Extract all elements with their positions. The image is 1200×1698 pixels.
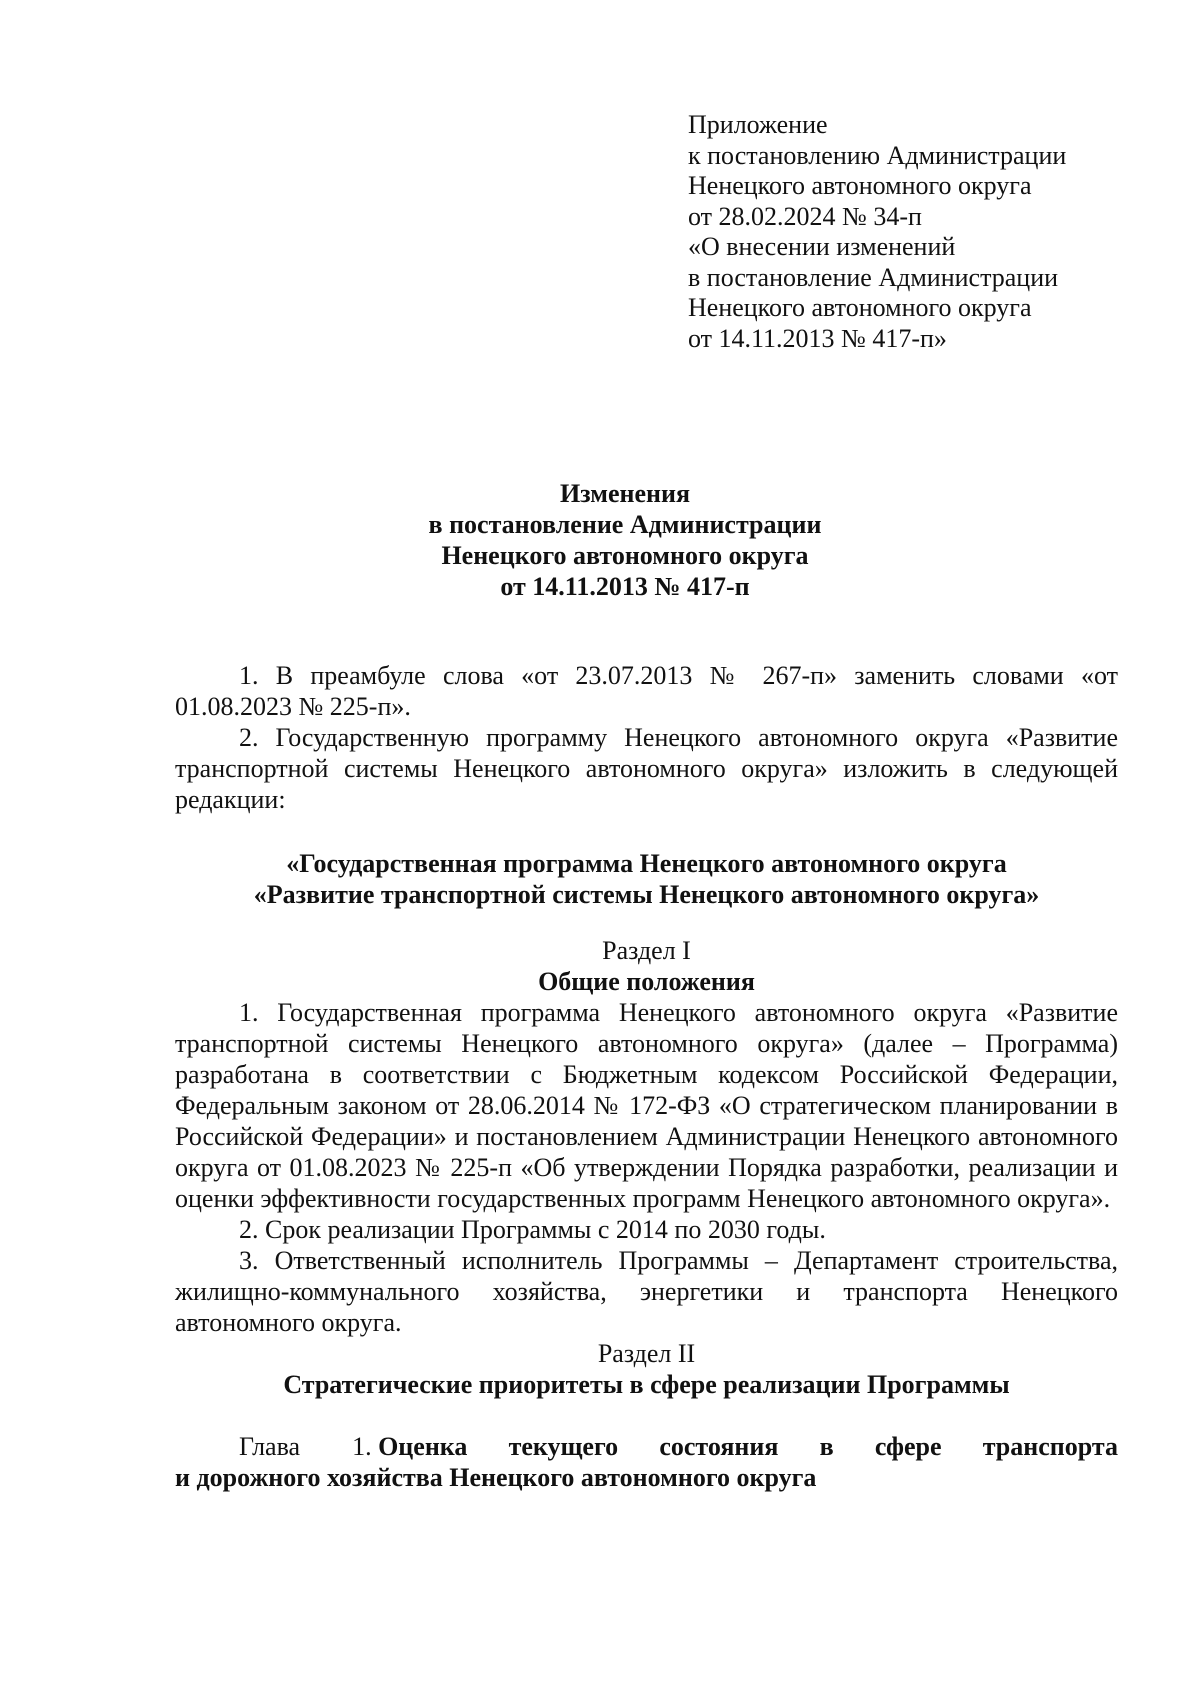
change-item: 1. В преамбуле слова «от 23.07.2013 № 267-п» заменить словами «от 01.08.2023 № 225-п». [175,661,1118,721]
chapter-word: текущего [508,1432,619,1461]
program-title-line: «Государственная программа Ненецкого автономного округа [286,849,1007,878]
change-item: 2. Государственную программу Ненецкого автономного округа «Развитие транспортной системы Ненецкого автономного округа» изложить в следующей редакции: [175,723,1118,814]
program-title-line: «Развитие транспортной системы Ненецкого автономного округа» [253,880,1040,909]
chapter-heading [175,1431,1118,1493]
program-title [175,848,1118,910]
chapter-prefix: Глава 1. Оценка [239,1432,468,1461]
title-line: Изменения [559,479,691,508]
title-line: от 14.11.2013 № 417-п [500,572,750,601]
chapter-word: состояния [659,1432,779,1461]
section-paragraph: 1. Государственная программа Ненецкого автономного округа «Развитие транспортной системы Ненецкого автономного округа» (далее – Программа) разработана в соответствии с Бюджетным кодексом Российской Федерации, Федеральным законом от 28.06.2014 № 172-ФЗ «О стратегическом планировании в Российской Федерации» и постановлением Администрации Ненецкого автономного округа от 01.08.2023 № 225-п «Об утверждении Порядка разработки, реализации и оценки эффективности государственных программ Ненецкого автономного округа». [175,998,1118,1213]
attachment-line: к постановлению Администрации [688,140,1067,170]
section-number: Раздел I [602,936,691,965]
attachment-line: от 28.02.2024 № 34-п [688,201,922,231]
attachment-line: Ненецкого автономного округа [688,171,1032,200]
title-line: Ненецкого автономного округа [441,541,809,570]
changes-list [175,660,1118,815]
section-heading: Общие положения [538,967,755,996]
attachment-line: в постановление Администрации [688,262,1059,292]
section-1 [175,935,1118,1493]
section-number: Раздел II [597,1339,696,1368]
chapter-word: в [819,1432,834,1461]
title-line: в постановление Администрации [428,510,822,539]
attachment-line: Ненецкого автономного округа [688,293,1032,322]
attachment-line: от 14.11.2013 № 417-п» [688,323,947,353]
chapter-heading-line [175,1431,1118,1462]
attachment-line: «О внесении изменений [688,232,956,261]
section-heading: Стратегические приоритеты в сфере реализации Программы [283,1370,1010,1399]
section-paragraph: 2. Срок реализации Программы с 2014 по 2030 годы. [239,1215,826,1244]
chapter-word: сфере [874,1432,942,1461]
attachment-header [688,110,1168,354]
document-title [0,478,1200,602]
chapter-word: транспорта [982,1432,1118,1461]
attachment-line: Приложение [688,110,828,139]
chapter-heading-continuation: и дорожного хозяйства Ненецкого автономного округа [175,1463,817,1492]
section-paragraph: 3. Ответственный исполнитель Программы – Департамент строительства, жилищно-коммунального хозяйства, энергетики и транспорта Ненецкого автономного округа. [175,1246,1118,1337]
